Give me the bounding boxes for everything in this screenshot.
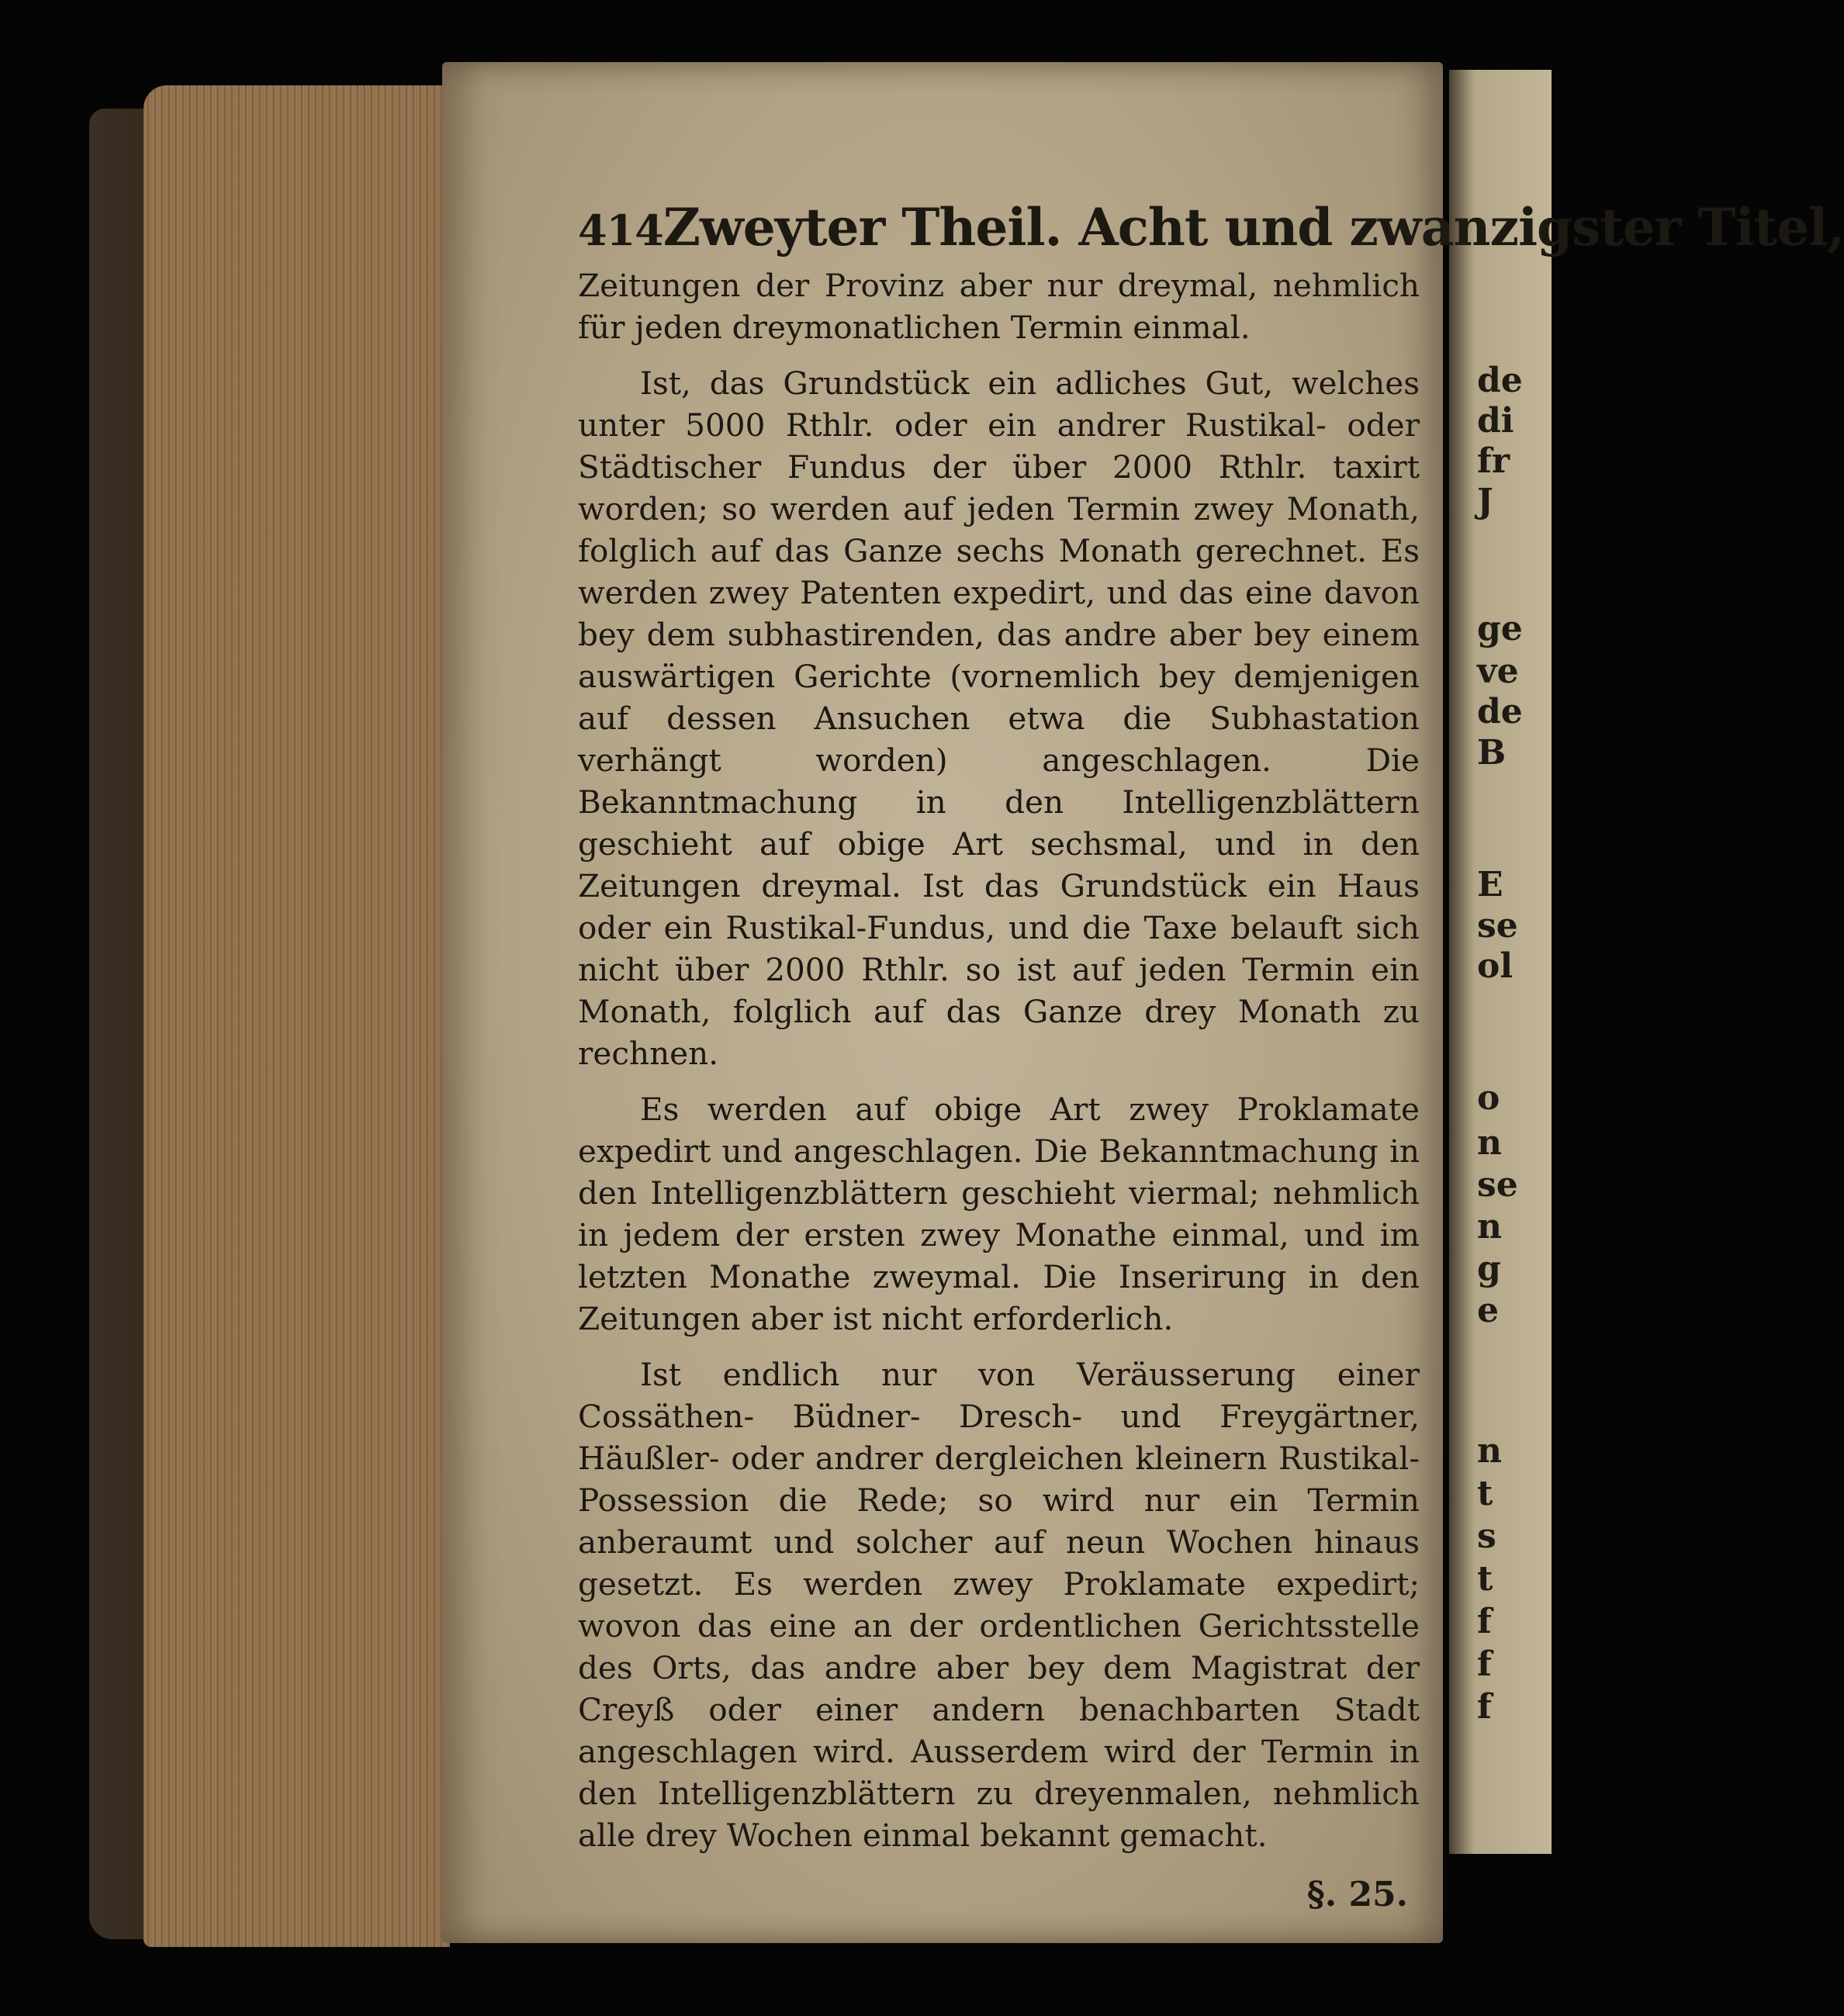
paragraph: Es werden auf obige Art zwey Proklamate expedirt und angeschlagen. Die Bekanntmachung in den Intelligenzblättern geschieht viermal; nehmlich in jedem der ersten zwey Monathe einmal, und im letzten Monathe zweymal. Die Inserirung in den Zeitungen aber ist nicht erforderlich.	[578, 1091, 1420, 1337]
facing-fragment: e	[1477, 1291, 1499, 1330]
facing-fragment: ge	[1477, 609, 1523, 648]
facing-fragment: J	[1477, 482, 1493, 521]
facing-fragment: f	[1477, 1602, 1492, 1641]
facing-page	[1449, 70, 1552, 1854]
paragraph-continuation: Zeitungen der Provinz aber nur dreymal, nehmlich für jeden dreymonatlichen Termin einmal.	[578, 267, 1420, 346]
running-header	[578, 190, 1844, 265]
facing-fragment: f	[1477, 1644, 1492, 1684]
facing-fragment: de	[1477, 361, 1523, 400]
running-title: Zweyter Theil. Acht und zwanzigster Titel,	[663, 197, 1844, 258]
catchword: §. 25.	[1306, 1875, 1408, 1914]
facing-fragment: de	[1477, 692, 1523, 731]
facing-fragment: n	[1477, 1431, 1502, 1471]
facing-fragment: B	[1477, 733, 1507, 773]
facing-fragment: se	[1477, 1165, 1518, 1205]
facing-fragment: t	[1477, 1559, 1493, 1599]
facing-fragment: t	[1477, 1474, 1493, 1513]
facing-fragment: f	[1477, 1687, 1492, 1727]
facing-fragment: g	[1477, 1249, 1501, 1288]
facing-fragment: o	[1477, 1078, 1500, 1118]
facing-fragment: s	[1477, 1516, 1496, 1556]
facing-fragment: ve	[1477, 652, 1519, 691]
facing-fragment: se	[1477, 906, 1518, 946]
facing-fragment: E	[1477, 865, 1503, 904]
facing-fragment: n	[1477, 1207, 1502, 1247]
facing-fragment: n	[1477, 1123, 1502, 1163]
page-text-block	[578, 190, 1844, 1917]
page-edges	[144, 85, 450, 1947]
page-number: 414	[578, 206, 663, 255]
facing-fragment: di	[1477, 401, 1514, 441]
facing-fragment: ol	[1477, 946, 1514, 986]
facing-fragment: fr	[1477, 441, 1510, 481]
paragraph: Ist, das Grundstück ein adliches Gut, welches unter 5000 Rthlr. oder ein andrer Rustikal- oder Städtischer Fundus der über 2000 Rthlr. taxirt worden; so werden auf jeden Termin zwey Monath, folglich auf das Ganze sechs Monath gerechnet. Es werden zwey Patenten expedirt, und das eine davon bey dem subhastirenden, das andre aber bey einem auswärtigen Gerichte (vornemlich bey demjenigen auf dessen Ansuchen etwa die Subhastation verhängt worden) angeschlagen. Die Bekanntmachung in den Intelligenzblättern geschieht auf obige Art sechsmal, und in den Zeitungen dreymal. Ist das Grundstück ein Haus oder ein Rustikal-Fundus, und die Taxe belauft sich nicht über 2000 Rthlr. so ist auf jeden Termin ein Monath, folglich auf das Ganze drey Monath zu rechnen.	[578, 365, 1420, 1072]
paragraph: Ist endlich nur von Veräusserung einer Cossäthen- Büdner- Dresch- und Freygärtner, Häußler- oder andrer dergleichen kleinern Rustikal-Possession die Rede; so wird nur ein Termin anberaumt und solcher auf neun Wochen hinaus gesetzt. Es werden zwey Proklamate expedirt; wovon das eine an der ordentlichen Gerichtsstelle des Orts, das andre aber bey dem Magistrat der Creyß oder einer andern benachbarten Stadt angeschlagen wird. Ausserdem wird der Termin in den Intelligenzblättern zu dreyenmalen, nehmlich alle drey Wochen einmal bekannt gemacht.	[578, 1356, 1420, 1854]
